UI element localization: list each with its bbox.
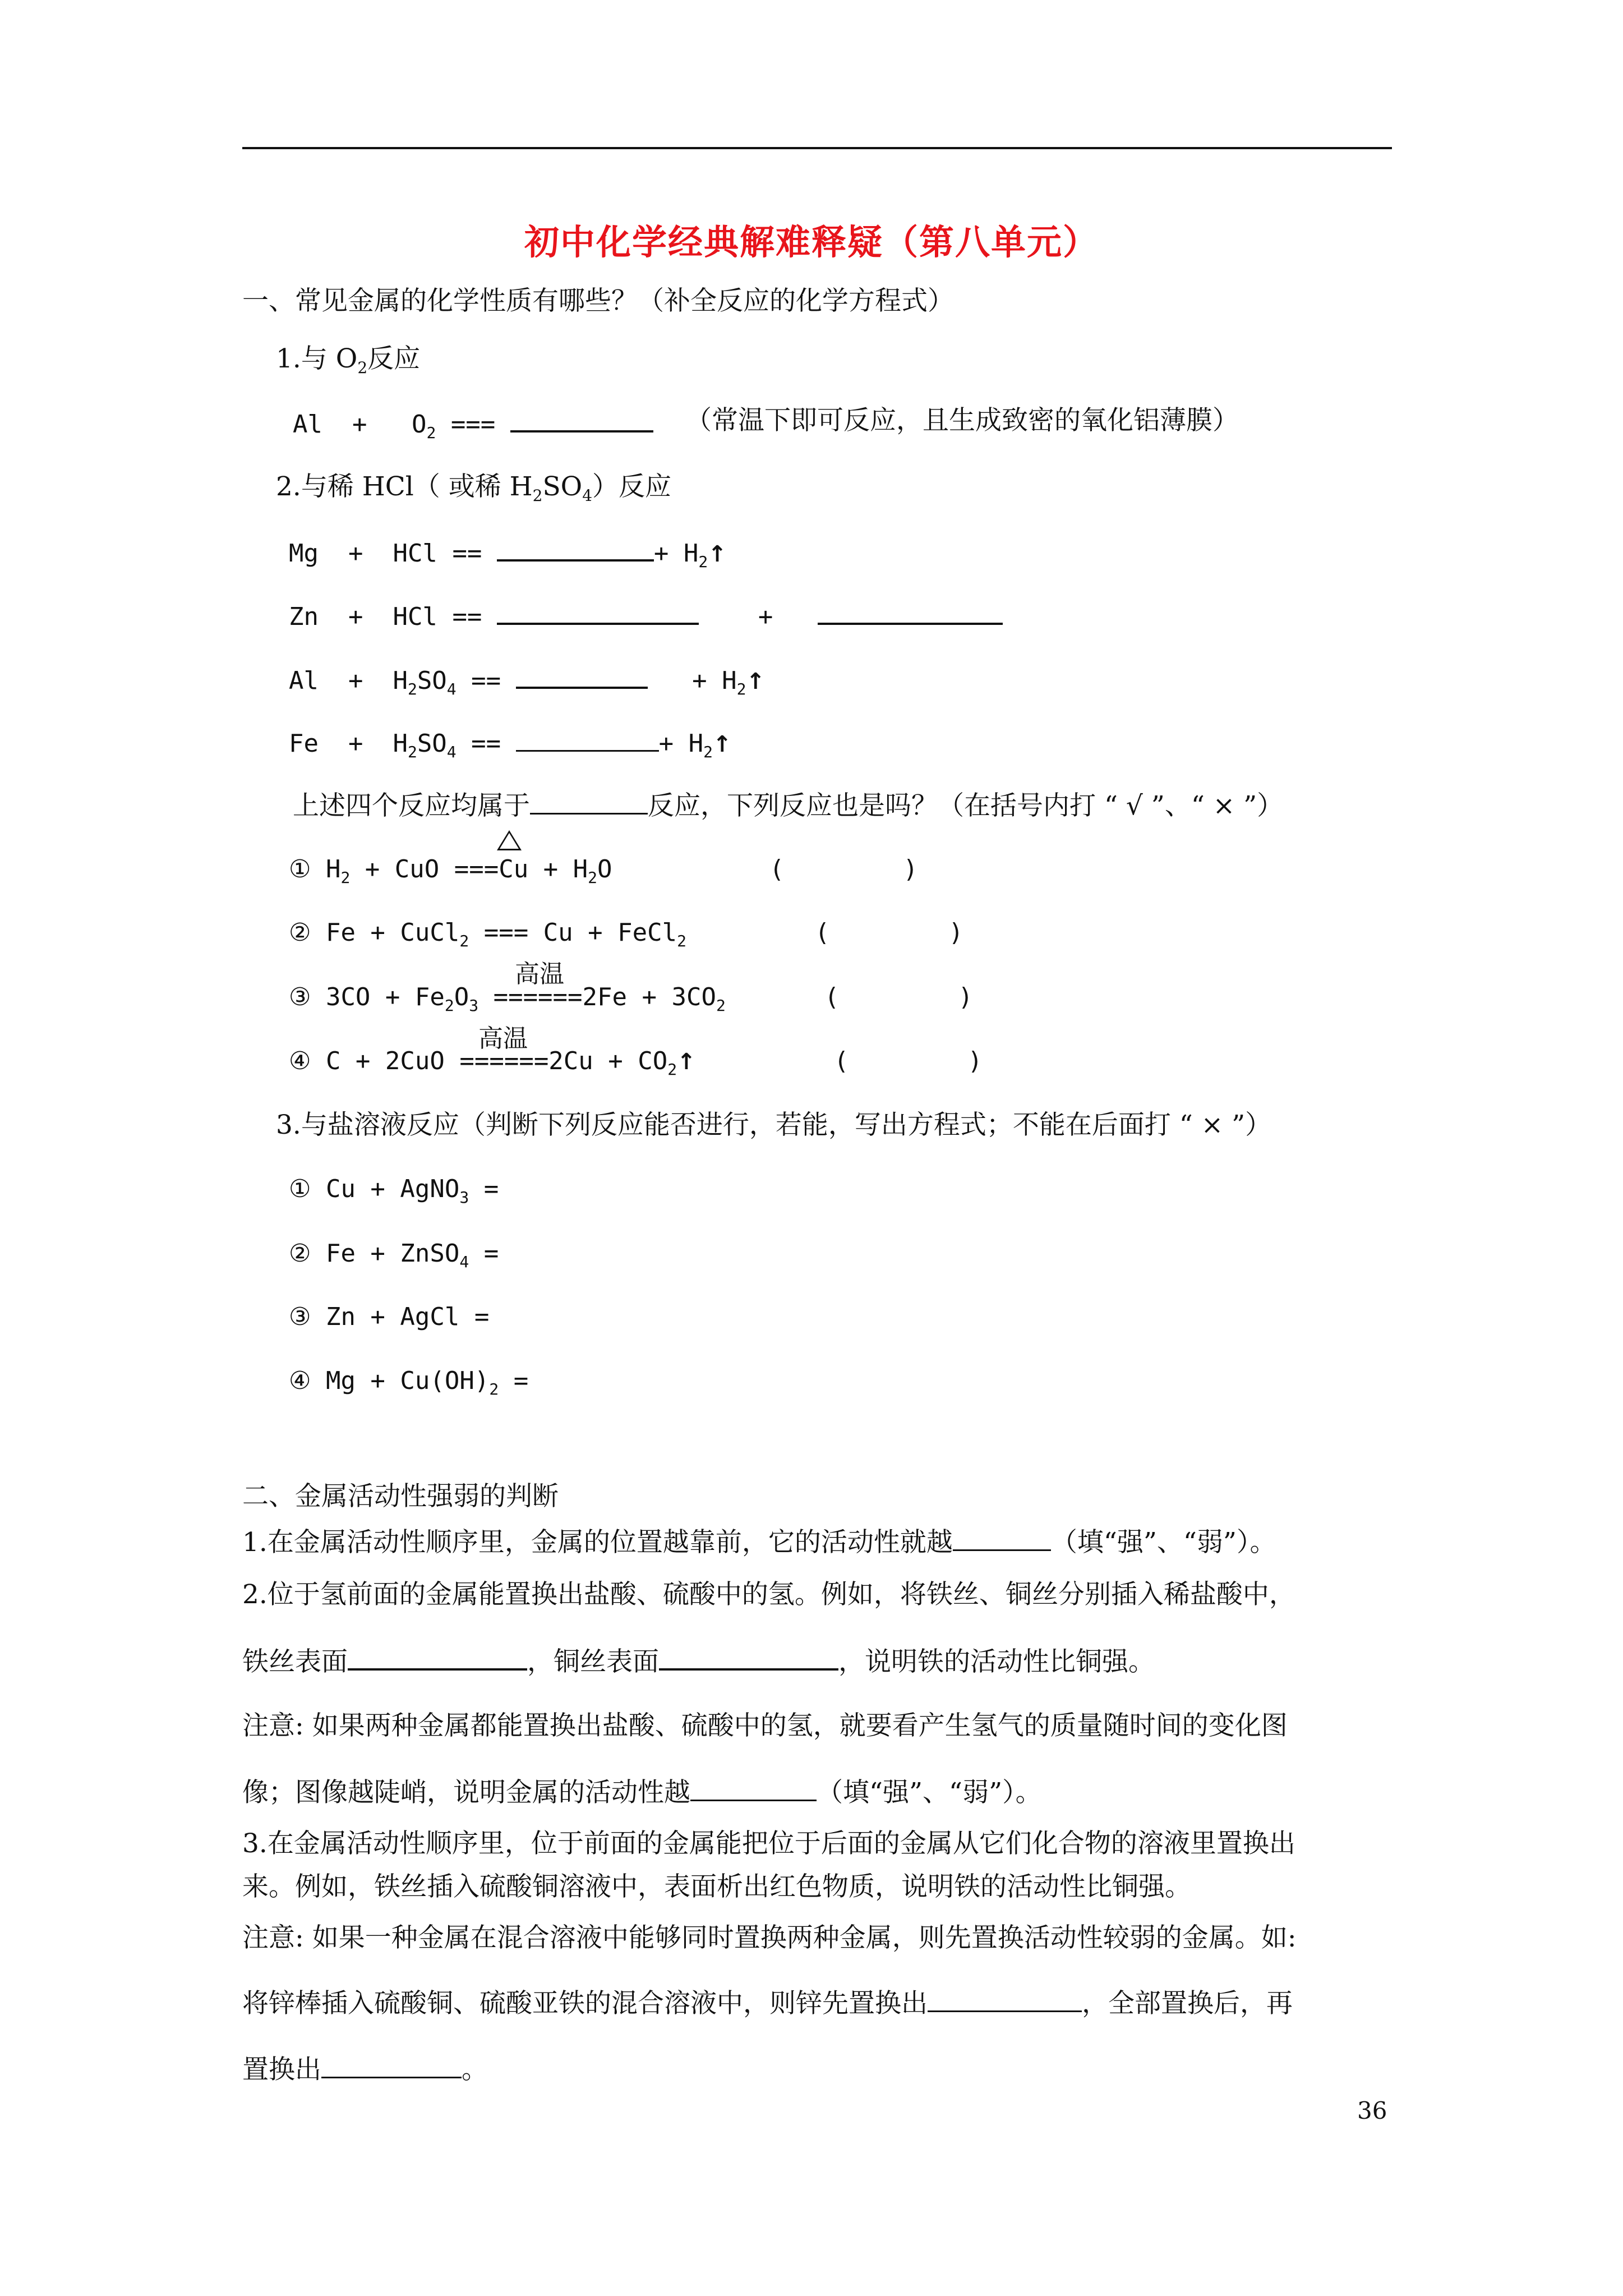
condition-high-temp: 高温: [515, 960, 564, 988]
reaction-3: ③ $3CO + Fe_2O_3 ======2Fe + 3CO_2$: [289, 983, 726, 1015]
answer-blank[interactable]: [690, 1775, 817, 1801]
equation-zn-hcl: Zn + HCl == +: [289, 598, 1003, 634]
answer-blank[interactable]: [516, 662, 648, 689]
section2-p1: 1.在金属活动性顺序里，金属的位置越靠前，它的活动性就越 （填“强”、“弱”）。: [242, 1525, 1276, 1559]
note-al-o2: （常温下即可反应，且生成致密的氧化铝薄膜）: [685, 405, 1239, 436]
answer-blank[interactable]: [497, 598, 699, 625]
condition-high-temp: 高温: [478, 1024, 528, 1053]
section2-heading: 二、金属活动性强弱的判断: [242, 1481, 559, 1512]
equation-al-h2so4: $Al + H_2SO_4$ == + $H_2↑$: [289, 662, 765, 698]
sub2-heading: 2.与稀 HCl（ 或稀 $H_2SO_4$）反应: [276, 471, 672, 505]
equation-mg-hcl: Mg + HCl == + $H_2↑$: [289, 535, 727, 571]
sub3-heading: 3.与盐溶液反应（判断下列反应能否进行，若能，写出方程式；不能在后面打 “ × ”）: [276, 1110, 1272, 1140]
gas-arrow-icon: ↑: [677, 1049, 696, 1075]
salt-reaction-3: ③ Zn + AgCl =: [289, 1303, 490, 1331]
section2-p2: 2.位于氢前面的金属能置换出盐酸、硫酸中的氢。例如，将铁丝、铜丝分别插入稀盐酸中，: [242, 1579, 1295, 1610]
reaction-1: ① $H_2$ + CuO $===Cu + H_2O$: [289, 855, 612, 887]
answer-blank[interactable]: [348, 1644, 527, 1671]
section2-note2: 注意: 如果一种金属在混合溶液中能够同时置换两种金属，则先置换活动性较弱的金属。如:: [242, 1922, 1297, 1953]
section2-p3: 3.在金属活动性顺序里，位于前面的金属能把位于后面的金属从它们化合物的溶液里置换出: [242, 1828, 1295, 1859]
answer-blank[interactable]: [530, 788, 648, 815]
gas-arrow-icon: ↑: [708, 541, 727, 567]
equation-fe-h2so4: $Fe + H_2SO_4$ == + $H_2↑$: [289, 725, 732, 761]
answer-blank[interactable]: [321, 2052, 462, 2078]
section1-heading: 一、常见金属的化学性质有哪些？（补全反应的化学方程式）: [242, 286, 954, 316]
section2-note2c: 置换出 。: [242, 2052, 488, 2087]
reaction-type-question: 上述四个反应均属于 反应，下列反应也是吗？（在括号内打 “ √ ”、“ × ”）: [293, 788, 1283, 823]
page-number: 36: [1357, 2097, 1387, 2124]
salt-reaction-2: ② Fe + ZnSO$_4$ =: [289, 1239, 499, 1271]
answer-paren[interactable]: ( ): [815, 918, 963, 947]
reaction-2: ② Fe + CuCl$_2$ === Cu + FeCl$_2$: [289, 918, 686, 950]
answer-paren[interactable]: ( ): [834, 1047, 983, 1075]
answer-blank[interactable]: [659, 1644, 838, 1671]
section2-note2b: 将锌棒插入硫酸铜、硫酸亚铁的混合溶液中，则锌先置换出 ，全部置换后，再: [242, 1986, 1293, 2021]
answer-blank[interactable]: [928, 1986, 1082, 2012]
salt-reaction-1: ① Cu + AgNO$_3$ =: [289, 1175, 499, 1207]
answer-blank[interactable]: [510, 406, 653, 432]
answer-blank[interactable]: [818, 598, 1003, 625]
sub1-heading: 1.与 $O_2$反应: [276, 343, 421, 377]
section2-p2b: 铁丝表面 ，铜丝表面 ，说明铁的活动性比铜强。: [242, 1644, 1155, 1679]
equation-al-o2: Al + $O_2$ ===: [293, 406, 653, 441]
salt-reaction-4: ④ $Mg + Cu(OH)_2$ =: [289, 1366, 529, 1398]
section2-p3b: 来。例如，铁丝插入硫酸铜溶液中，表面析出红色物质，说明铁的活动性比铜强。: [242, 1871, 1191, 1902]
header-rule: [242, 147, 1392, 149]
answer-blank[interactable]: [953, 1525, 1051, 1551]
heating-triangle-icon: [497, 830, 522, 850]
answer-paren[interactable]: ( ): [769, 855, 918, 884]
document-title: 初中化学经典解难释疑（第八单元）: [524, 222, 1099, 263]
reaction-4: ④ $C + 2CuO ======2Cu + CO_2↑$: [289, 1045, 696, 1079]
section2-note1b: 像；图像越陡峭，说明金属的活动性越 （填“强”、“弱”）。: [242, 1775, 1042, 1810]
answer-blank[interactable]: [497, 535, 654, 562]
gas-arrow-icon: ↑: [712, 731, 732, 757]
answer-blank[interactable]: [516, 725, 659, 752]
section2-note1: 注意: 如果两种金属都能置换出盐酸、硫酸中的氢，就要看产生氢气的质量随时间的变化图: [242, 1710, 1288, 1741]
answer-paren[interactable]: ( ): [824, 983, 973, 1011]
gas-arrow-icon: ↑: [746, 669, 765, 694]
